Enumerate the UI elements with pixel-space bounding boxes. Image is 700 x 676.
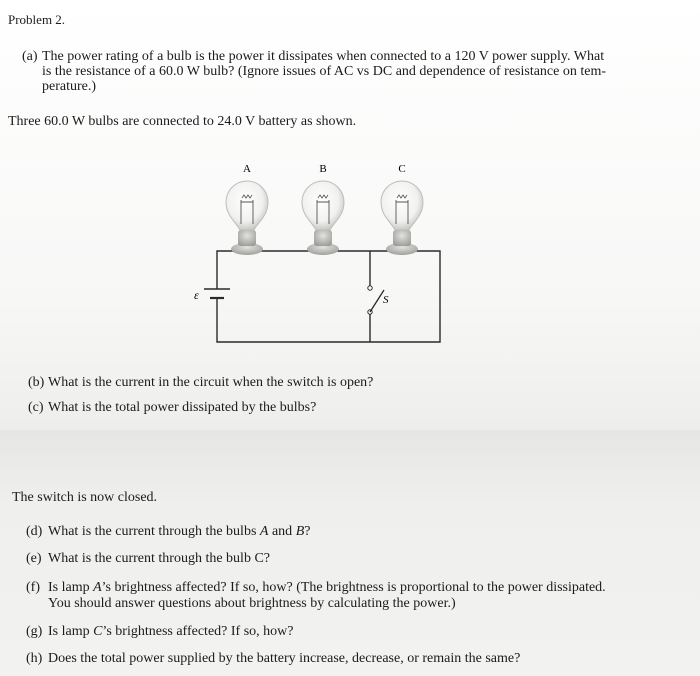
circuit-figure: [0, 150, 700, 350]
setup-text: Three 60.0 W bulbs are connected to 24.0 V battery as shown.: [8, 114, 357, 129]
bulb-a: [226, 181, 268, 255]
part-a-line-2: is the resistance of a 60.0 W bulb? (Ignore issues of AC vs DC and dependence of resistance on tem-: [42, 64, 606, 79]
part-a-line-1: The power rating of a bulb is the power it dissipates when connected to a 120 V power supply. What: [42, 49, 605, 64]
part-e-label: (e): [26, 551, 42, 566]
part-b-label: (b): [28, 375, 45, 390]
battery-symbol: [204, 289, 230, 298]
part-c-text: What is the total power dissipated by the bulbs?: [48, 400, 317, 415]
bulb-b: [302, 181, 344, 255]
part-g-text: [48, 623, 293, 640]
part-a-label: (a): [22, 49, 38, 64]
bulb-a-label: A: [243, 163, 251, 175]
part-d-text: [48, 523, 310, 540]
switch-symbol: [368, 286, 384, 314]
switch-label: S: [383, 294, 389, 306]
problem-title: Problem 2.: [8, 12, 66, 27]
part-c-label: (c): [28, 400, 44, 415]
part-d-mid: and: [268, 524, 296, 539]
part-b-text: What is the current in the circuit when the switch is open?: [48, 375, 374, 390]
part-d-var-a: A: [259, 524, 269, 539]
circuit-wires: [217, 251, 440, 342]
part-d-var-b: B: [295, 524, 305, 539]
closed-text: The switch is now closed.: [12, 490, 158, 505]
part-e-text: What is the current through the bulb C?: [48, 551, 270, 566]
part-d-label: (d): [26, 524, 43, 539]
bulb-b-label: B: [319, 163, 327, 175]
part-f-pre: Is lamp: [48, 580, 94, 595]
part-g-var: C: [93, 624, 103, 639]
part-g-label: (g): [26, 624, 43, 639]
part-h-label: (h): [26, 651, 43, 666]
part-f-post: ’s brightness affected? If so, how? (The brightness is proportional to the power dissipated.: [101, 580, 606, 595]
part-d-pre: What is the current through the bulbs: [48, 524, 260, 539]
emf-label: ε: [194, 288, 199, 302]
part-g-post: ’s brightness affected? If so, how?: [102, 624, 294, 639]
part-f-line-1: [48, 579, 606, 596]
part-f-var: A: [93, 580, 102, 595]
part-d-post: ?: [304, 524, 311, 539]
part-h-text: Does the total power supplied by the battery increase, decrease, or remain the same?: [48, 651, 521, 666]
bulb-c-label: C: [398, 163, 406, 175]
part-f-line-2: You should answer questions about brightness by calculating the power.): [48, 596, 456, 611]
part-f-label: (f): [26, 580, 40, 595]
bulb-c: [381, 181, 423, 255]
part-a-line-3: perature.): [42, 79, 97, 94]
part-g-pre: Is lamp: [48, 624, 94, 639]
